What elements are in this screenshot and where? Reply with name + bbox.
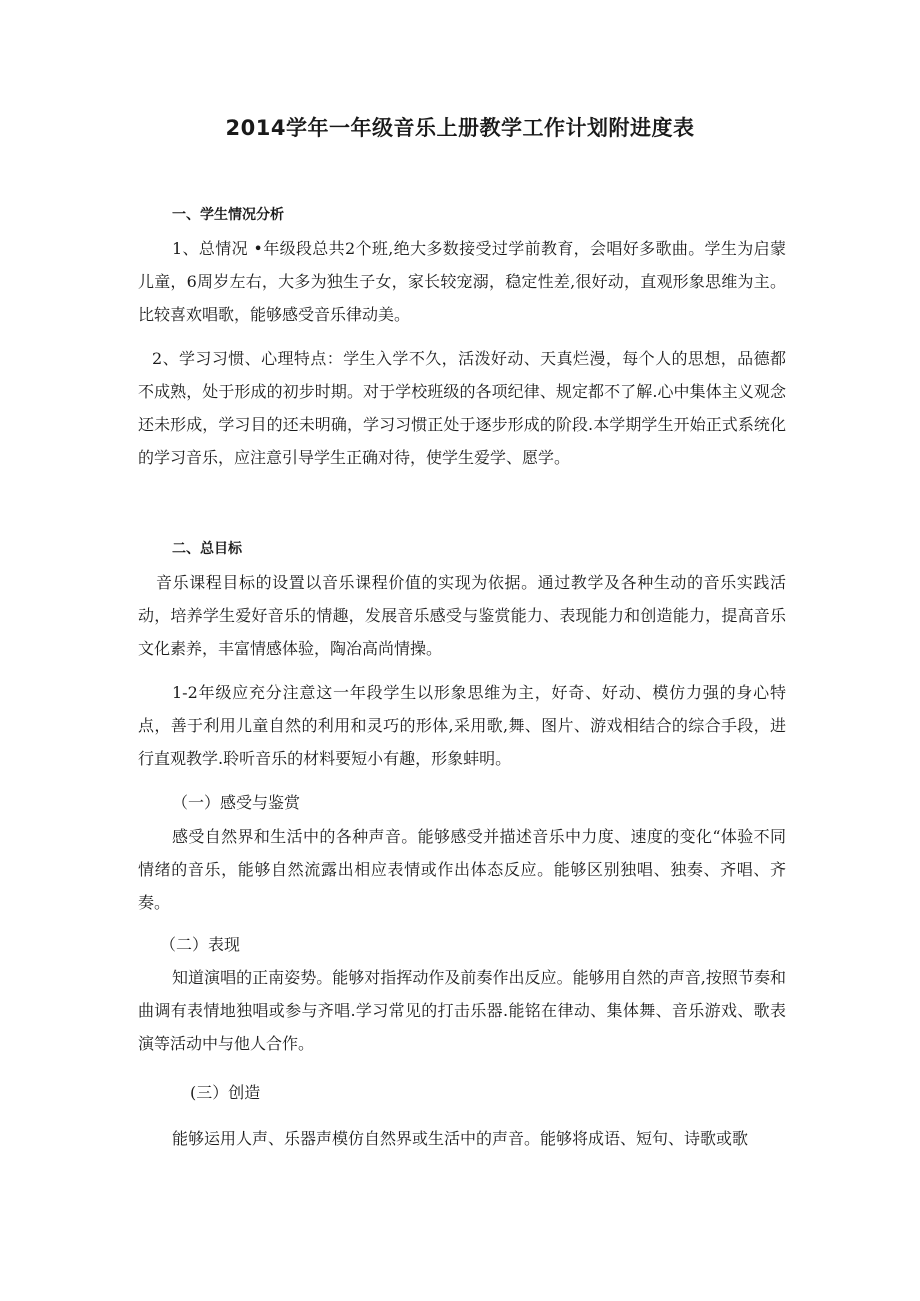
paragraph-performance: 知道演唱的正南姿势。能够对指挥动作及前奏作出反应。能够用自然的声音,按照节奏和曲调有表情地独唱或参与齐唱.学习常见的打击乐器.能铭在律动、集体舞、音乐游戏、歌表演等活动中与他人合作。	[138, 968, 786, 1053]
paragraph-learning-habits: 2、学习习惯、心理特点：学生入学不久，活泼好动、天真烂漫，每个人的思想，品德都不成熟，处于形成的初步时期。对于学校班级的各项纪律、规定都不了解.心中集体主义观念还未形成，学习目的还未明确，学习习惯正处于逐步形成的阶段.本学期学生开始正式系统化的学习音乐，应注意引导学生正确对待，使学生爱学、愿学。	[138, 349, 786, 467]
paragraph-course-goals: 音乐课程目标的设置以音乐课程价值的实现为依据。通过教学及各种生动的音乐实践活动，培养学生爱好音乐的情趣，发展音乐感受与鉴赏能力、表现能力和创造能力，提高音乐文化素养，丰富情感体验，陶冶高尚情操。	[138, 573, 786, 658]
paragraph-perception-appreciation: 感受自然界和生活中的各种声音。能够感受并描述音乐中力度、速度的变化“体验不同情绪的音乐，能够自然流露出相应表情或作出体态反应。能够区别独唱、独奏、齐唱、齐奏。	[138, 827, 786, 912]
subheading-performance: （二）表现	[160, 935, 241, 954]
paragraph-creation: 能够运用人声、乐器声模仿自然界或生活中的声音。能够将成语、短句、诗歌或歌	[172, 1129, 749, 1148]
paragraph-overall-situation: 1、总情况 •年级段总共2个班,绝大多数接受过学前教育，会唱好多歌曲。学生为启蒙儿童，6周岁左右，大多为独生子女，家长较宠溺，稳定性差,很好动，直观形象思维为主。比较喜欢唱歌，能够感受音乐律动美。	[138, 239, 786, 324]
section-heading-general-goals: 二、总目标	[172, 541, 242, 557]
document-title: 2014学年一年级音乐上册教学工作计划附进度表	[225, 116, 695, 140]
subheading-creation: (三）创造	[190, 1083, 261, 1102]
subheading-perception-appreciation: （一）感受与鉴赏	[172, 793, 301, 812]
paragraph-grade-guidance: 1-2年级应充分注意这一年段学生以形象思维为主，好奇、好动、模仿力强的身心特点，善于利用儿童自然的利用和灵巧的形体,采用歌,舞、图片、游戏相结合的综合手段，进行直观教学.聆听音乐的材料要短小有趣，形象蚌明。	[138, 683, 786, 768]
section-heading-student-analysis: 一、学生情况分析	[172, 207, 284, 223]
